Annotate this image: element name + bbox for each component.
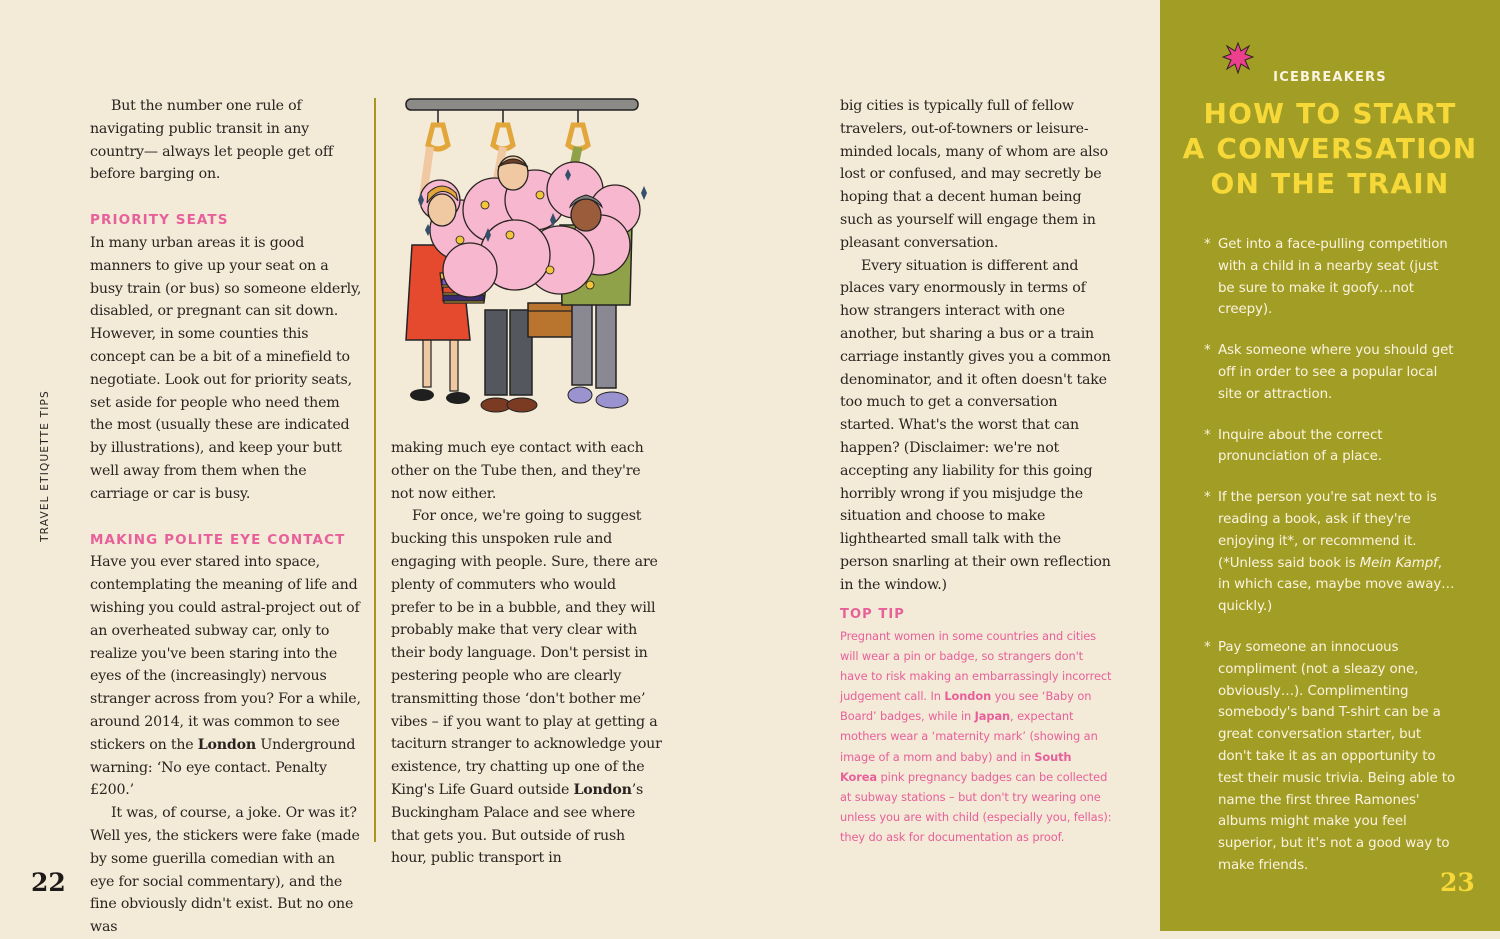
left-column-1 xyxy=(90,95,362,939)
right-column-3 xyxy=(840,95,1112,597)
title-line-2: A CONVERSATION xyxy=(1182,132,1478,165)
title-line-1: HOW TO START xyxy=(1203,97,1457,130)
page-number-right: 23 xyxy=(1440,868,1475,897)
eye-contact-text: Have you ever stared into space, contemplating the meaning of life and wishing you could astral-project out of an overheated subway car, only to realize you've been staring into the eyes of the (increasingly) nervous stranger across from you? For a while, around 2014, it was common to see stickers on the London Underground warning: ‘No eye contact. Penalty £200.’ xyxy=(90,554,361,799)
london-bold: London xyxy=(197,736,257,753)
asterisk-icon: * xyxy=(1204,490,1211,506)
list-item: * Get into a face-pulling competition with a child in a nearby seat (just be sure to make it goofy…not creepy). xyxy=(1218,234,1458,321)
col3-paragraph-2: Every situation is different and places vary enormously in terms of how strangers interact with one another, but sharing a bus or a train carriage instantly gives you a common denominator, and it often doesn't take too much to get a conversation started. What's the worst that can happen? (Disclaimer: we're not accepting any liability for this going horribly wrong if you misjudge the situation and choose to make lighthearted small talk with the person snarling at their own reflection in the window.) xyxy=(840,257,1111,593)
icebreaker-list xyxy=(1204,234,1458,896)
asterisk-icon: * xyxy=(1204,237,1211,252)
col2-paragraph-2: For once, we're going to suggest bucking this unspoken rule and engaging with people. Sure, there are plenty of commuters who would prefer to be in a bubble, and they will probably make that very clear with their body language. Don't persist in pestering people who are clearly transmitting those ‘don't bother me’ vibes – if you want to play at getting a taciturn stranger to acknowledge your existence, try chatting up one of the King's Life Guard outside London’s Buckingham Palace and see where that gets you. But outside of rush hour, public transport in xyxy=(391,508,662,867)
running-head: TRAVEL ETIQUETTE TIPS xyxy=(39,390,51,542)
title-line-3: ON THE TRAIN xyxy=(1210,167,1450,200)
top-tip-heading: TOP TIP xyxy=(840,607,905,622)
col3-paragraph-1: big cities is typically full of fellow travelers, out-of-towners or leisure-minded locals, many of whom are also lost or confused, and may secretly be hoping that a decent human being such as yourself will engage them in pleasant conversation. xyxy=(840,98,1108,251)
sidebar-title xyxy=(1160,96,1500,201)
intro-paragraph: But the number one rule of navigating public transit in any country— always let people get off before barging on. xyxy=(90,98,333,183)
asterisk-icon: * xyxy=(1204,639,1211,655)
list-item: * Ask someone where you should get off in order to see a popular local site or attraction. xyxy=(1218,340,1458,405)
asterisk-icon: * xyxy=(1204,343,1211,359)
list-item: * Inquire about the correct pronunciation of a place. xyxy=(1218,425,1458,469)
joke-paragraph: It was, of course, a joke. Or was it? Well yes, the stickers were fake (made by some guerilla comedian with an eye for social commentary), and the fine obviously didn't exist. But no one was xyxy=(90,805,360,936)
col2-paragraph-1: making much eye contact with each other on the Tube then, and they're not now either. xyxy=(391,440,644,502)
asterisk-icon: * xyxy=(1204,427,1211,443)
left-column-2 xyxy=(391,437,663,870)
column-divider xyxy=(374,98,376,842)
list-item: * If the person you're sat next to is reading a book, ask if they're enjoying it*, or recommend it. (*Unless said book is Mein Kampf, in which case, maybe move away…quickly.) xyxy=(1218,487,1458,618)
priority-seats-text: In many urban areas it is good manners to give up your seat on a busy train (or bus) so someone elderly, disabled, or pregnant can sit down. However, in some counties this concept can be a bit of a minefield to negotiate. Look out for priority seats, set aside for people who need them the most (usually these are indicated by illustrations), and keep your butt well away from them when the carriage or car is busy. xyxy=(90,234,362,502)
top-tip-text: Pregnant women in some countries and cities will wear a pin or badge, so strangers don't have to risk making an embarrassingly incorrect judgement call. In London you see ‘Baby on Board’ badges, while in Japan, expectant mothers wear a ‘maternity mark’ (showing an image of a mom and baby) and in South Korea pink pregnancy badges can be collected at subway stations – but don't try wearing one unless you are with child (especially you, fellas): they do ask for documentation as proof. xyxy=(840,629,1112,844)
sidebar-kicker: ICEBREAKERS xyxy=(1273,70,1387,85)
page-number-left: 22 xyxy=(31,868,66,897)
list-item: * Pay someone an innocuous compliment (not a sleazy one, obviously…). Complimenting somebody's band T-shirt can be a great conversation starter, but don't take it as an opportunity to test their music trivia. Being able to name the first three Ramones' albums might make you feel superior, but it's not a good way to make friends. xyxy=(1218,637,1458,877)
eye-contact-heading: MAKING POLITE EYE CONTACT xyxy=(90,531,346,548)
london-bold-2: London xyxy=(573,781,632,798)
priority-seats-heading: PRIORITY SEATS xyxy=(90,212,229,229)
commuters-illustration xyxy=(400,95,650,420)
commuters-svg xyxy=(400,95,650,420)
